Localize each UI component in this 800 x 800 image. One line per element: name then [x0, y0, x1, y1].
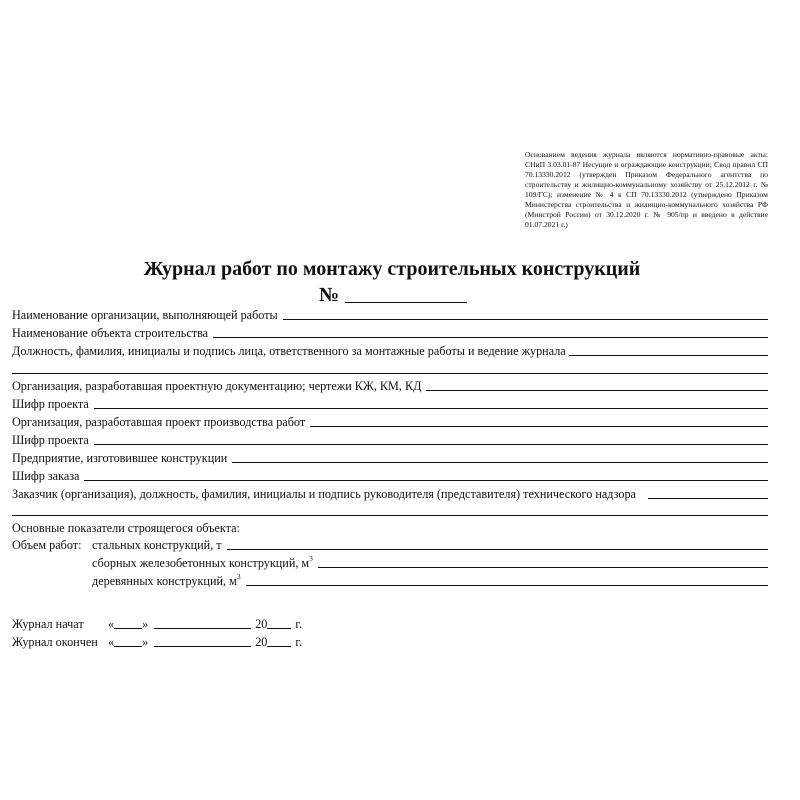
project-code-2-field[interactable] — [94, 444, 768, 445]
org-performing-field[interactable] — [283, 319, 768, 320]
manufacturer-field[interactable] — [232, 462, 768, 463]
row-wood — [12, 571, 768, 589]
journal-title: Журнал работ по монтажу строительных конструкций — [143, 258, 641, 280]
finished-year-field[interactable] — [267, 646, 291, 647]
row-journal-finished — [12, 632, 302, 650]
ppr-org-label: Организация, разработавшая проект производства работ — [12, 415, 306, 429]
customer-extra-line[interactable] — [12, 515, 768, 516]
row-customer — [12, 484, 768, 502]
indicators-heading: Основные показатели строящегося объекта: — [12, 521, 240, 535]
responsible-person-field[interactable] — [569, 355, 768, 356]
construction-object-field[interactable] — [213, 337, 768, 338]
open-quote: « — [108, 617, 115, 631]
year-suffix: г. — [295, 635, 303, 649]
close-quote: » — [142, 635, 149, 649]
row-responsible-person — [12, 341, 768, 359]
row-construction-object — [12, 323, 768, 341]
finished-day-field[interactable] — [114, 646, 142, 647]
century: 20 — [255, 617, 268, 631]
org-performing-label: Наименование организации, выполняющей работы — [12, 308, 278, 322]
started-year-field[interactable] — [267, 628, 291, 629]
project-code-1-label: Шифр проекта — [12, 397, 89, 411]
row-order-code — [12, 466, 768, 484]
journal-number — [319, 285, 467, 307]
order-code-field[interactable] — [84, 480, 768, 481]
customer-field[interactable] — [648, 498, 768, 499]
started-day-field[interactable] — [114, 628, 142, 629]
steel-label: стальных конструкций, т — [92, 538, 222, 552]
open-quote: « — [108, 635, 115, 649]
row-org-performing — [12, 305, 768, 323]
legal-basis-note: Основанием ведения журнала являются нормативно-правовые акты: СНиП 3.03.01-87 Несущие и ограждающие конструкции; Свод правил СП 70.13330.2012 (утвержден Приказом Федерального агентства по строительству и жилищно-коммунальному хозяйству от 25.12.2012 г. № 109/ГС); изменение № 4 к СП 70.13330.2012 (утверждено Приказом Министерства строительства и жилищно-коммунального хозяйства РФ (Минстрой России) от 30.12.2020 г. № 905/пр и введено в действие 01.07.2021 г.) — [525, 150, 768, 229]
row-ppr-org — [12, 412, 768, 430]
project-code-1-field[interactable] — [94, 408, 768, 409]
row-project-code-1 — [12, 394, 768, 412]
order-code-label: Шифр заказа — [12, 469, 80, 483]
responsible-person-extra-line[interactable] — [12, 373, 768, 374]
journal-number-field[interactable] — [345, 301, 467, 303]
wood-label: деревянных конструкций, $м^3$ — [92, 572, 241, 588]
close-quote: » — [142, 617, 149, 631]
ppr-org-field[interactable] — [310, 426, 768, 427]
row-journal-started — [12, 614, 302, 632]
manufacturer-label: Предприятие, изготовившее конструкции — [12, 451, 228, 465]
design-org-label: Организация, разработавшая проектную документацию; чертежи КЖ, КМ, КД — [12, 379, 422, 393]
row-steel — [12, 535, 768, 553]
concrete-label: сборных железобетонных конструкций, $м^3$ — [92, 554, 313, 570]
project-code-2-label: Шифр проекта — [12, 433, 89, 447]
customer-label: Заказчик (организация), должность, фамилия, инициалы и подпись руководителя (представителя) технического надзора — [12, 487, 636, 501]
construction-object-label: Наименование объекта строительства — [12, 326, 209, 340]
century: 20 — [255, 635, 268, 649]
volume-label: Объем работ: — [12, 538, 82, 552]
steel-field[interactable] — [227, 549, 768, 550]
finished-month-field[interactable] — [154, 646, 251, 647]
row-project-code-2 — [12, 430, 768, 448]
row-concrete — [12, 553, 768, 571]
responsible-person-label: Должность, фамилия, инициалы и подпись лица, ответственного за монтажные работы и ведение журнала — [12, 344, 566, 358]
row-design-org — [12, 376, 768, 394]
wood-field[interactable] — [246, 585, 768, 586]
year-suffix: г. — [295, 617, 303, 631]
number-sign: № — [319, 284, 340, 306]
journal-finished-label: Журнал окончен — [12, 635, 98, 649]
concrete-field[interactable] — [318, 567, 768, 568]
journal-started-label: Журнал начат — [12, 617, 84, 631]
row-manufacturer — [12, 448, 768, 466]
started-month-field[interactable] — [154, 628, 251, 629]
design-org-field[interactable] — [426, 390, 768, 391]
